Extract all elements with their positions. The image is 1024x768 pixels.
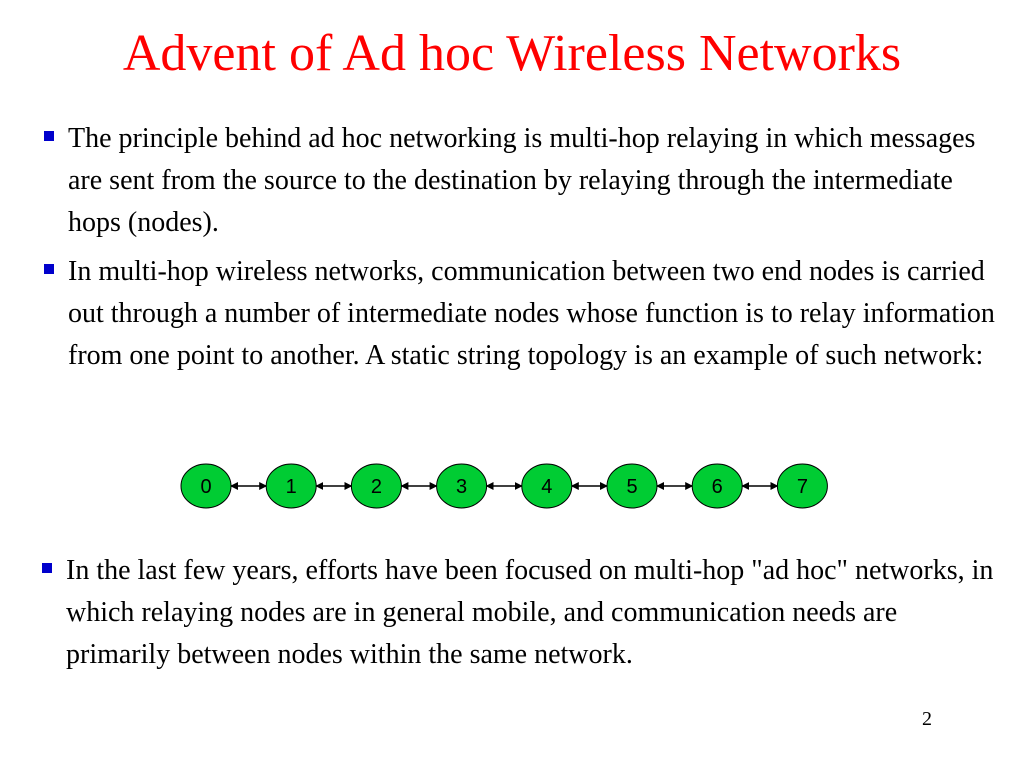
bullet-text: In the last few years, efforts have been focused on multi-hop "ad hoc" networks, in which relaying nodes are in general mobile, and communication needs are primarily between nodes within the same network. bbox=[66, 555, 994, 670]
node-label: 1 bbox=[285, 476, 297, 498]
topology-node bbox=[181, 464, 231, 508]
bullet-text: The principle behind ad hoc networking is multi-hop relaying in which messages are sent from the source to the destination by relaying through the intermediate hops (nodes). bbox=[68, 123, 976, 238]
slide-title: Advent of Ad hoc Wireless Networks bbox=[122, 25, 902, 82]
bullet-square-icon bbox=[44, 264, 54, 274]
node-label: 0 bbox=[200, 476, 212, 498]
page-number: 2 bbox=[922, 708, 932, 730]
topology-node bbox=[777, 464, 827, 508]
node-label: 2 bbox=[370, 476, 382, 498]
topology-node bbox=[266, 464, 316, 508]
bullet-item bbox=[68, 251, 998, 377]
topology-node bbox=[692, 464, 742, 508]
node-label: 3 bbox=[456, 476, 468, 498]
bullet-item bbox=[66, 550, 1006, 676]
topology-node bbox=[351, 464, 401, 508]
node-label: 5 bbox=[626, 476, 638, 498]
topology-node bbox=[437, 464, 487, 508]
topology-node bbox=[607, 464, 657, 508]
bullet-square-icon bbox=[42, 563, 52, 573]
bullet-text: In multi-hop wireless networks, communication between two end nodes is carried out through a number of intermediate nodes whose function is to relay information from one point to another. A static string topology is an example of such network: bbox=[68, 256, 995, 371]
bullet-square-icon bbox=[44, 131, 54, 141]
node-label: 6 bbox=[711, 476, 723, 498]
node-label: 4 bbox=[541, 476, 553, 498]
topology-node bbox=[522, 464, 572, 508]
node-label: 7 bbox=[796, 476, 808, 498]
bullet-item bbox=[68, 118, 1008, 244]
